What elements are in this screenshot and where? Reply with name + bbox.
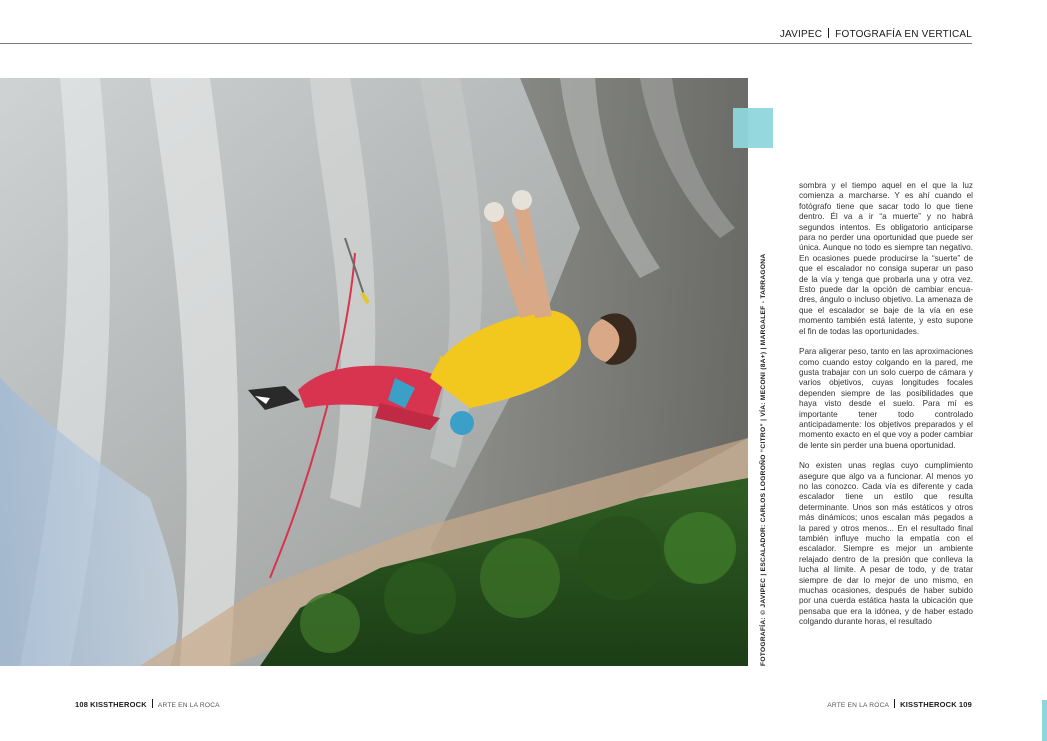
header-section: FOTOGRAFÍA EN VERTICAL: [835, 29, 972, 40]
climber-on-overhanging-limestone-photo: [0, 78, 748, 666]
photo-credit-caption: FOTOGRAFÍA: © JAVIPEC | ESCALADOR: CARLOS LOGROÑO “CITRO” | VÍA: MECONI (8A+) | MARGALEF - TARRAGONA: [760, 253, 767, 666]
accent-square: [733, 108, 773, 148]
right-brand: KISSTHEROCK: [900, 700, 957, 709]
right-page-number: 109: [958, 700, 972, 709]
article-column: [799, 181, 973, 638]
running-header: [780, 28, 972, 40]
left-section-label: ARTE EN LA ROCA: [157, 702, 220, 709]
edge-color-tab: [1042, 700, 1047, 741]
climbing-photo: [0, 78, 748, 666]
paragraph-1: sombra y el tiempo aquel en el que la luz comienza a marcharse. Y es ahí cuando el fotógrafo tiene que sacar todo lo que tiene dentro. Él va a ir “a muerte” y no habrá segundos intentos. Es obligatorio anticiparse para no perder una oportunidad que puede ser única. Aunque no todo es siempre tan negativo. En ocasiones puede producirse la “suerte” de que el escalador no consiga superar un paso de la vía y tenga que probarla una y otra vez. Esto puede dar la opción de cambiar encuadres, ángulo o incluso objetivo. La amenaza de que el escalador se baje de la vía en ese momento también está latente, y esto supone el fin de todas las oportunidades.: [799, 181, 973, 336]
header-separator: [828, 28, 829, 38]
left-brand: KISSTHEROCK: [90, 700, 147, 709]
footer-left-separator: [152, 699, 153, 708]
footer-left: [75, 699, 220, 709]
paragraph-3: No existen unas reglas cuyo cumplimiento asegure que algo va a funcionar. Al menos yo no las conozco. Cada vía es diferente y cada escalador tiene un estilo que resulta determinante. Unos son más estáticos y otros más dinámicos; unos escalan más pegados a la pared y otros menos... En el resultado final también influye mucho la empatía con el escalador. Siempre es mejor un ambiente relajado dentro de la presión que conlleva la lucha al límite. A pesar de todo, y de tratar siempre de dar lo mejor de uno mismo, en muchas ocasiones, después de haber subido por una cuerda estática hasta la ubicación que pensaba que era la idónea, y de haber estado colgando durante horas, el resultado: [799, 461, 973, 627]
footer-right-separator: [894, 699, 895, 708]
header-rule: [0, 43, 972, 44]
footer-right: [827, 699, 972, 709]
paragraph-2: Para aligerar peso, tanto en las aproximaciones como cuando estoy colgando en la pared, me gusta trabajar con un solo cuerpo de cámara y varios objetivos, cuyas longitudes focales dependen siempre de las posibilidades que haya visto desde el suelo. Para mí es importante tener todo controlado anticipadamente: los objetivos preparados y el momento exacto en el que voy a poder cambiar de lente sin perder una buena oportunidad.: [799, 347, 973, 450]
right-section-label: ARTE EN LA ROCA: [827, 702, 890, 709]
left-page-number: 108: [75, 700, 89, 709]
header-author: JAVIPEC: [779, 29, 823, 40]
